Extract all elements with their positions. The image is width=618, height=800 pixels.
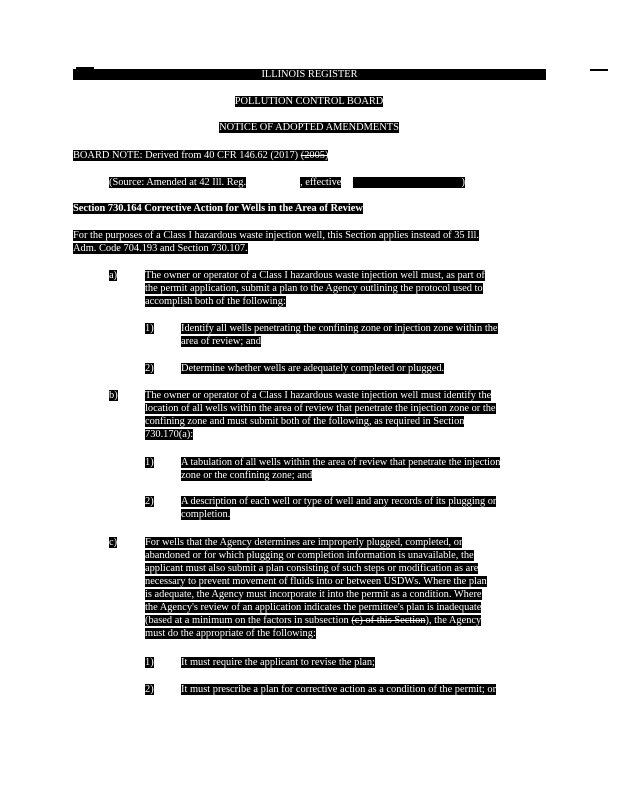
- item-b-line-1: The owner or operator of a Class I hazardous waste injection well must identify the: [145, 390, 492, 401]
- item-b-line-3: confining zone and must submit both of the following, as required in Section: [145, 416, 465, 427]
- intro-line-1: For the purposes of a Class I hazardous waste injection well, this Section applies instead of 35 Ill.: [73, 230, 480, 241]
- section-title: Section 730.164 Corrective Action for Wells in the Area of Review: [73, 203, 363, 214]
- item-b2-line-2: completion.: [181, 509, 231, 520]
- source-blank-3: [353, 177, 461, 188]
- item-a-line-3: accomplish both of the following:: [145, 296, 286, 307]
- item-a1-line-1: Identify all wells penetrating the confining zone or injection zone within the: [181, 323, 498, 334]
- item-a1-label: 1): [145, 323, 154, 334]
- item-a2-line-1: Determine whether wells are adequately completed or plugged.: [181, 363, 445, 374]
- notice-title: NOTICE OF ADOPTED AMENDMENTS: [219, 122, 399, 133]
- item-b2-label: 2): [145, 496, 154, 507]
- item-c2-line-1: It must prescribe a plan for corrective action as a condition of the permit; or: [181, 684, 497, 695]
- item-a-line-2: the permit application, submit a plan to the Agency outlining the protocol used to: [145, 283, 483, 294]
- item-b1-line-2: zone or the confining zone; and: [181, 470, 313, 481]
- item-a1-line-2: area of review; and: [181, 336, 261, 347]
- item-b-line-4: 730.170(a):: [145, 429, 194, 440]
- item-c-line-8: must do the appropriate of the following:: [145, 628, 316, 639]
- item-b-line-2: location of all wells within the area of review that penetrate the injection zone or the: [145, 403, 496, 414]
- item-c-line-2: abandoned or for which plugging or completion information is unavailable, the: [145, 550, 474, 561]
- item-a-label: a): [109, 270, 118, 281]
- board-note: BOARD NOTE: Derived from 40 CFR 146.62 (2017) (2005): [73, 150, 329, 161]
- item-b1-label: 1): [145, 457, 154, 468]
- item-c-line-3: applicant must also submit a plan consisting of such steps or modification as are: [145, 563, 479, 574]
- item-b-label: b): [109, 390, 118, 401]
- source-blank-2: [341, 177, 353, 188]
- item-b2-line-1: A description of each well or type of well and any records of its plugging or: [181, 496, 497, 507]
- item-c-line-1: For wells that the Agency determines are improperly plugged, completed, or: [145, 537, 463, 548]
- item-c2-label: 2): [145, 684, 154, 695]
- item-c-line-7: (based at a minimum on the factors in subsection (c) of this Section), the Agency: [145, 615, 482, 626]
- intro-line-2: Adm. Code 704.193 and Section 730.107.: [73, 243, 248, 254]
- source-line: (Source: Amended at 42 Ill. Reg. , effective ): [109, 177, 465, 188]
- item-c-line-4: necessary to prevent movement of fluids into or between USDWs. Where the plan: [145, 576, 487, 587]
- register-title: ILLINOIS REGISTER: [261, 69, 358, 80]
- item-c-line-6: the Agency's review of an application indicates the permittee's plan is inadequate: [145, 602, 482, 613]
- source-blank-1: [246, 177, 300, 188]
- item-c1-label: 1): [145, 657, 154, 668]
- item-c-line-5: is adequate, the Agency must incorporate it into the permit as a condition. Where: [145, 589, 482, 600]
- item-a2-label: 2): [145, 363, 154, 374]
- board-title: POLLUTION CONTROL BOARD: [234, 96, 384, 107]
- stray-mark-right: [590, 69, 608, 71]
- item-a-line-1: The owner or operator of a Class I hazardous waste injection well must, as part of: [145, 270, 485, 281]
- item-c1-line-1: It must require the applicant to revise the plan;: [181, 657, 375, 668]
- item-b1-line-1: A tabulation of all wells within the area of review that penetrate the injection: [181, 457, 501, 468]
- item-c-label: c): [109, 537, 118, 548]
